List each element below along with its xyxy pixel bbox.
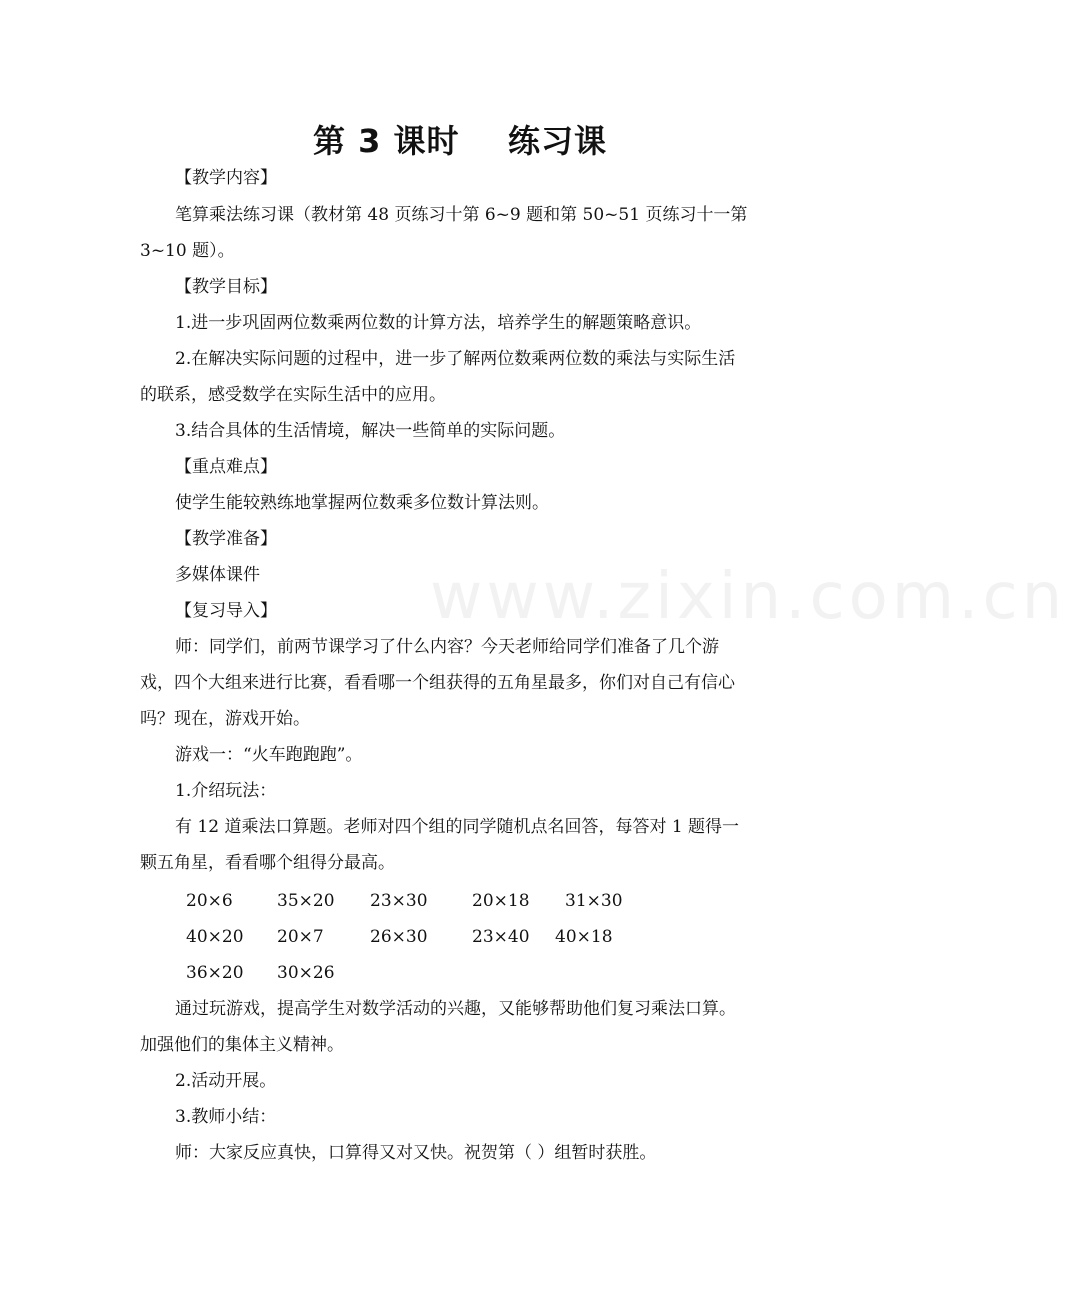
review-text-line3: 吗？现在，游戏开始。 xyxy=(140,709,310,729)
problem-item: 40×18 xyxy=(555,927,613,947)
goal-2-line1: 2.在解决实际问题的过程中，进一步了解两位数乘两位数的乘法与实际生活 xyxy=(175,349,736,369)
problem-item: 20×18 xyxy=(472,891,530,911)
problem-item: 36×20 xyxy=(186,963,244,983)
problem-item: 23×40 xyxy=(472,927,530,947)
summary-heading: 3.教师小结： xyxy=(175,1107,277,1127)
problem-item: 30×26 xyxy=(277,963,335,983)
purpose-text-line1: 通过玩游戏，提高学生对数学活动的兴趣，又能够帮助他们复习乘法口算。 xyxy=(175,999,736,1019)
key-points-text: 使学生能较熟练地掌握两位数乘多位数计算法则。 xyxy=(175,493,549,513)
problem-item: 20×6 xyxy=(186,891,233,911)
key-points-heading: 【重点难点】 xyxy=(175,457,277,477)
review-text-line1: 师：同学们，前两节课学习了什么内容？今天老师给同学们准备了几个游 xyxy=(175,637,719,657)
review-heading: 【复习导入】 xyxy=(175,601,277,621)
content-heading: 【教学内容】 xyxy=(175,168,277,188)
review-text-line2: 戏，四个大组来进行比赛，看看哪一个组获得的五角星最多，你们对自己有信心 xyxy=(140,673,735,693)
summary-text: 师：大家反应真快，口算得又对又快。祝贺第（ ）组暂时获胜。 xyxy=(175,1143,657,1163)
goals-heading: 【教学目标】 xyxy=(175,277,277,297)
problem-item: 40×20 xyxy=(186,927,244,947)
rules-text-line1: 有 12 道乘法口算题。老师对四个组的同学随机点名回答，每答对 1 题得一 xyxy=(175,817,740,837)
problem-item: 26×30 xyxy=(370,927,428,947)
rules-heading: 1.介绍玩法： xyxy=(175,781,277,801)
problem-item: 23×30 xyxy=(370,891,428,911)
game-one-title: 游戏一：“火车跑跑跑”。 xyxy=(175,745,363,765)
goal-1: 1.进一步巩固两位数乘两位数的计算方法，培养学生的解题策略意识。 xyxy=(175,313,702,333)
page-title: 第 3 课时 练习课 xyxy=(312,122,608,160)
content-text-line2: 3~10 题）。 xyxy=(140,241,235,261)
watermark: www.zixin.com.cn xyxy=(430,560,1066,634)
problem-item: 20×7 xyxy=(277,927,324,947)
content-text-line1: 笔算乘法练习课（教材第 48 页练习十第 6~9 题和第 50~51 页练习十一第 xyxy=(175,205,748,225)
purpose-text-line2: 加强他们的集体主义精神。 xyxy=(140,1035,344,1055)
goal-2-line2: 的联系，感受数学在实际生活中的应用。 xyxy=(140,385,446,405)
rules-text-line2: 颗五角星，看看哪个组得分最高。 xyxy=(140,853,395,873)
preparation-heading: 【教学准备】 xyxy=(175,529,277,549)
problem-item: 35×20 xyxy=(277,891,335,911)
preparation-text: 多媒体课件 xyxy=(175,565,260,585)
problem-item: 31×30 xyxy=(565,891,623,911)
activity-item: 2.活动开展。 xyxy=(175,1071,277,1091)
goal-3: 3.结合具体的生活情境，解决一些简单的实际问题。 xyxy=(175,421,566,441)
